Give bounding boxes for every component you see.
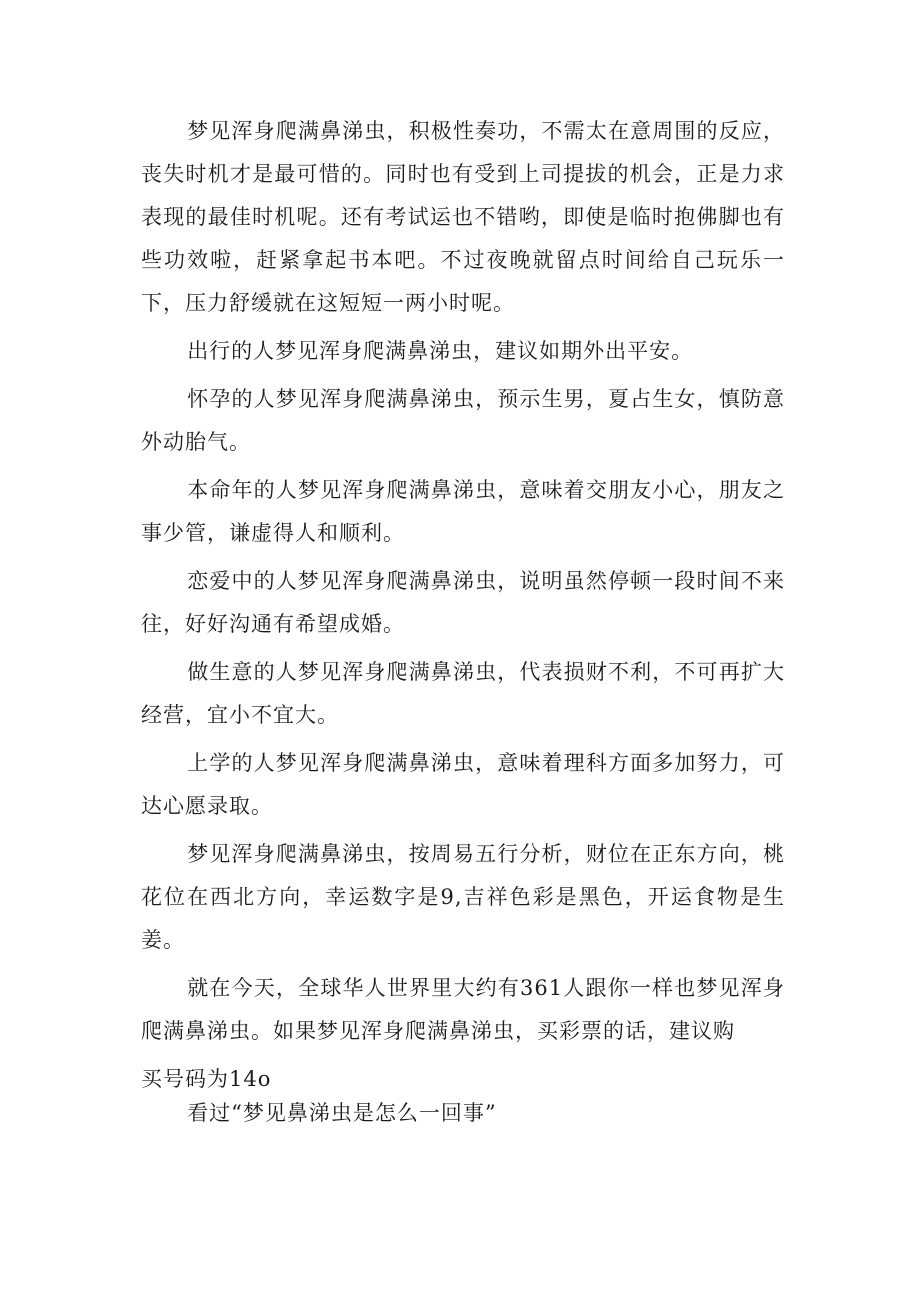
paragraph-main: 梦见浑身爬满鼻涕虫，积极性奏功，不需太在意周围的反应，丧失时机才是最可惜的。同时也有受到上司提拔的机会，正是力求表现的最佳时机呢。还有考试运也不错哟，即使是临时抱佛脚也有些功效啦，赶紧拿起书本吧。不过夜晚就留点时间给自己玩乐一下，压力舒缓就在这短短一两小时呢。 xyxy=(141,119,785,315)
document-body xyxy=(141,110,785,1129)
paragraph-business: 做生意的人梦见浑身爬满鼻涕虫，代表损财不利，不可再扩大经营，宜小不宜大。 xyxy=(141,660,785,727)
paragraph-study: 上学的人梦见浑身爬满鼻涕虫，意味着理科方面多加努力，可达心愿录取。 xyxy=(141,751,785,818)
paragraph-pregnancy: 怀孕的人梦见浑身爬满鼻涕虫，预示生男，夏占生女，慎防意外动胎气。 xyxy=(141,387,785,454)
paragraph-zodiac-year: 本命年的人梦见浑身爬满鼻涕虫，意味着交朋友小心，朋友之事少管，谦虚得人和顺利。 xyxy=(141,478,785,545)
related-article-line: 看过“梦见鼻涕虫是怎么一回事” xyxy=(187,1101,497,1125)
paragraph-five-elements: 梦见浑身爬满鼻涕虫，按周易五行分析，财位在正东方向，桃花位在西北方向，幸运数字是9,吉祥色彩是黑色，开运食物是生姜。 xyxy=(141,842,785,952)
lottery-number-line: 买号码为14o xyxy=(141,1067,272,1091)
paragraph-love: 恋爱中的人梦见浑身爬满鼻涕虫，说明虽然停顿一段时间不来往，好好沟通有希望成婚。 xyxy=(141,569,785,636)
paragraph-lottery: 就在今天，全球华人世界里大约有361人跟你一样也梦见浑身爬满鼻涕虫。如果梦见浑身爬满鼻涕虫，买彩票的话，建议购 xyxy=(141,976,785,1043)
paragraph-travel: 出行的人梦见浑身爬满鼻涕虫，建议如期外出平安。 xyxy=(187,339,694,363)
